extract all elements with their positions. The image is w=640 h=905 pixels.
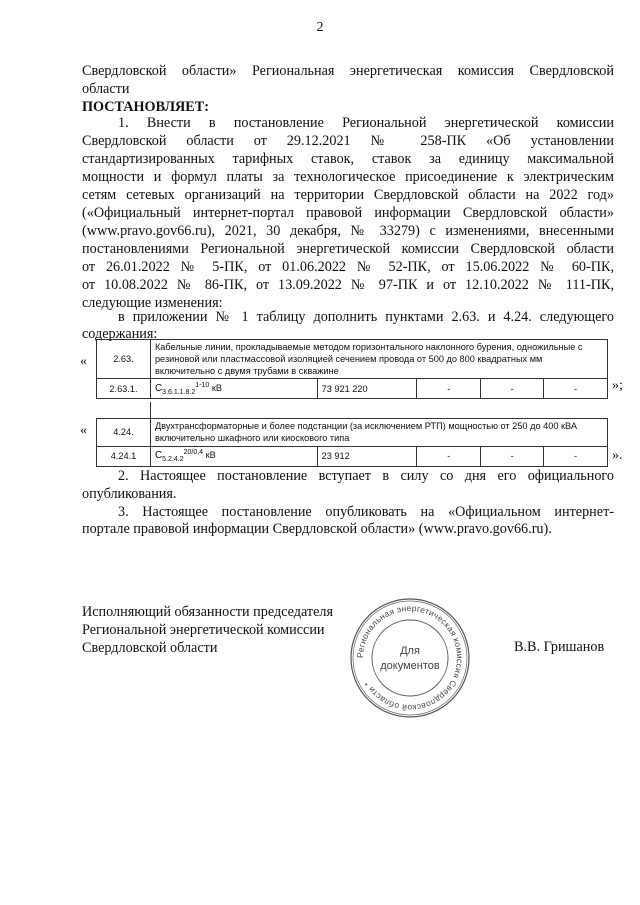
table2-formula-sub: 5.2.4.2 — [162, 455, 184, 463]
item3-line-2: портале правовой информации Свердловской области» (www.pravo.gov66.ru). — [82, 521, 552, 537]
table2-header-num: 4.24. — [97, 418, 151, 446]
item3-line-1: 3. Настоящее постановление опубликовать на «Официальном интернет- — [118, 504, 614, 520]
table2-header-row — [97, 418, 608, 446]
table1-close-quote: »; — [612, 378, 623, 393]
item2-line-1: 2. Настоящее постановление вступает в силу со дня его официального — [118, 468, 614, 484]
item1-line-11: следующие изменения: — [82, 295, 223, 311]
table2-formula-base: С — [154, 450, 163, 462]
table2-dash-3: - — [544, 446, 608, 466]
item1-line-3: стандартизированных тарифных ставок, ставок за единицу максимальной — [82, 151, 614, 167]
table1 — [96, 339, 608, 399]
table1-open-quote: « — [80, 354, 87, 369]
table1-value: 73 921 220 — [317, 379, 417, 399]
table2-data-row — [97, 446, 608, 466]
item1-line-7: (www.pravo.gov66.ru), 2021, 30 декабря, № 33279) с изменениями, внесенными — [82, 223, 614, 239]
signatory-title-line-1: Исполняющий обязанности председателя — [82, 604, 333, 620]
table2-formula — [150, 446, 317, 466]
appendix-line-2: содержания: — [82, 326, 158, 342]
item1-line-1: 1. Внести в постановление Региональной энергетической комиссии — [118, 115, 614, 131]
table1-dash-1: - — [417, 379, 481, 399]
table1-row-num: 2.63.1. — [97, 379, 151, 399]
stamp-outer-ring-inner — [353, 601, 467, 715]
table1-dash-2: - — [481, 379, 544, 399]
table1-header-desc: Кабельные линии, прокладываемые методом горизонтального наклонного бурения, одножильные с резиновой или пластмассовой изоляцией сечением провода от 500 до 800 квадратных мм включительно с двумя трубами в скважине — [150, 340, 607, 379]
table2-spacer-row — [97, 402, 608, 418]
appendix-line-1: в приложении № 1 таблицу дополнить пунктами 2.63. и 4.24. следующего — [118, 309, 614, 325]
table2-formula-sup: 20/0,4 — [183, 449, 204, 457]
table2-open-quote: « — [80, 423, 87, 438]
table1-formula-base: С — [154, 382, 163, 394]
intro-line-2: области — [82, 81, 130, 97]
intro-line-1: Свердловской области» Региональная энергетическая комиссия Свердловской — [82, 63, 614, 79]
table1-formula-sup: 1-10 — [195, 381, 210, 389]
table1-formula-unit: кВ — [209, 382, 222, 393]
table2-spacer-cell-wide — [150, 402, 607, 418]
stamp-center-line-2: документов — [380, 660, 440, 672]
table1-data-row — [97, 379, 608, 399]
table2 — [96, 402, 608, 467]
table2-dash-2: - — [481, 446, 544, 466]
item1-line-8: постановлениями Региональной энергетической комиссии Свердловской области — [82, 241, 614, 257]
signatory-title-line-3: Свердловской области — [82, 640, 218, 656]
item1-line-9: от 26.01.2022 № 5-ПК, от 01.06.2022 № 52-ПК, от 15.06.2022 № 60-ПК, — [82, 259, 614, 275]
table1-formula-sub: 3.6.1.1.8.2 — [162, 388, 196, 396]
stamp-inner-ring — [372, 620, 448, 696]
item1-line-5: сетям сетевых организаций на территории Свердловской области на 2022 год» — [82, 187, 614, 203]
table2-value: 23 912 — [317, 446, 417, 466]
stamp-outer-ring — [351, 599, 469, 717]
page-number: 2 — [316, 20, 324, 35]
item1-line-4: мощности и формул платы за технологическое присоединение к электрическим — [82, 169, 614, 185]
item1-line-6: («Официальный интернет-портал правовой информации Свердловской области» — [82, 205, 614, 221]
signatory-title-line-2: Региональной энергетической комиссии — [82, 622, 325, 638]
decree-heading: ПОСТАНОВЛЯЕТ: — [82, 99, 209, 115]
table1-dash-3: - — [544, 379, 608, 399]
official-stamp — [348, 596, 472, 720]
item2-line-2: опубликования. — [82, 486, 177, 502]
table2-dash-1: - — [417, 446, 481, 466]
signatory-name: В.В. Гришанов — [514, 639, 605, 655]
table1-formula — [150, 379, 317, 399]
table2-row-num: 4.24.1 — [97, 446, 151, 466]
table2-header-desc: Двухтрансформаторные и более подстанции (за исключением РТП) мощностью от 250 до 400 кВА включительно шкафного или киоскового типа — [150, 418, 607, 446]
stamp-ring-text: Региональная энергетическая комиссия Свердловской области * — [354, 602, 466, 714]
table1-header-row — [97, 340, 608, 379]
stamp-center-line-1: Для — [400, 645, 420, 657]
item1-line-10: от 10.08.2022 № 86-ПК, от 13.09.2022 № 97-ПК и от 12.10.2022 № 111-ПК, — [82, 277, 614, 293]
table1-header-num: 2.63. — [97, 340, 151, 379]
table2-close-quote: ». — [612, 448, 623, 463]
table2-formula-unit: кВ — [203, 450, 216, 461]
table2-spacer-cell — [97, 402, 151, 418]
item1-line-2: Свердловской области от 29.12.2021 № 258-ПК «Об установлении — [82, 133, 614, 149]
